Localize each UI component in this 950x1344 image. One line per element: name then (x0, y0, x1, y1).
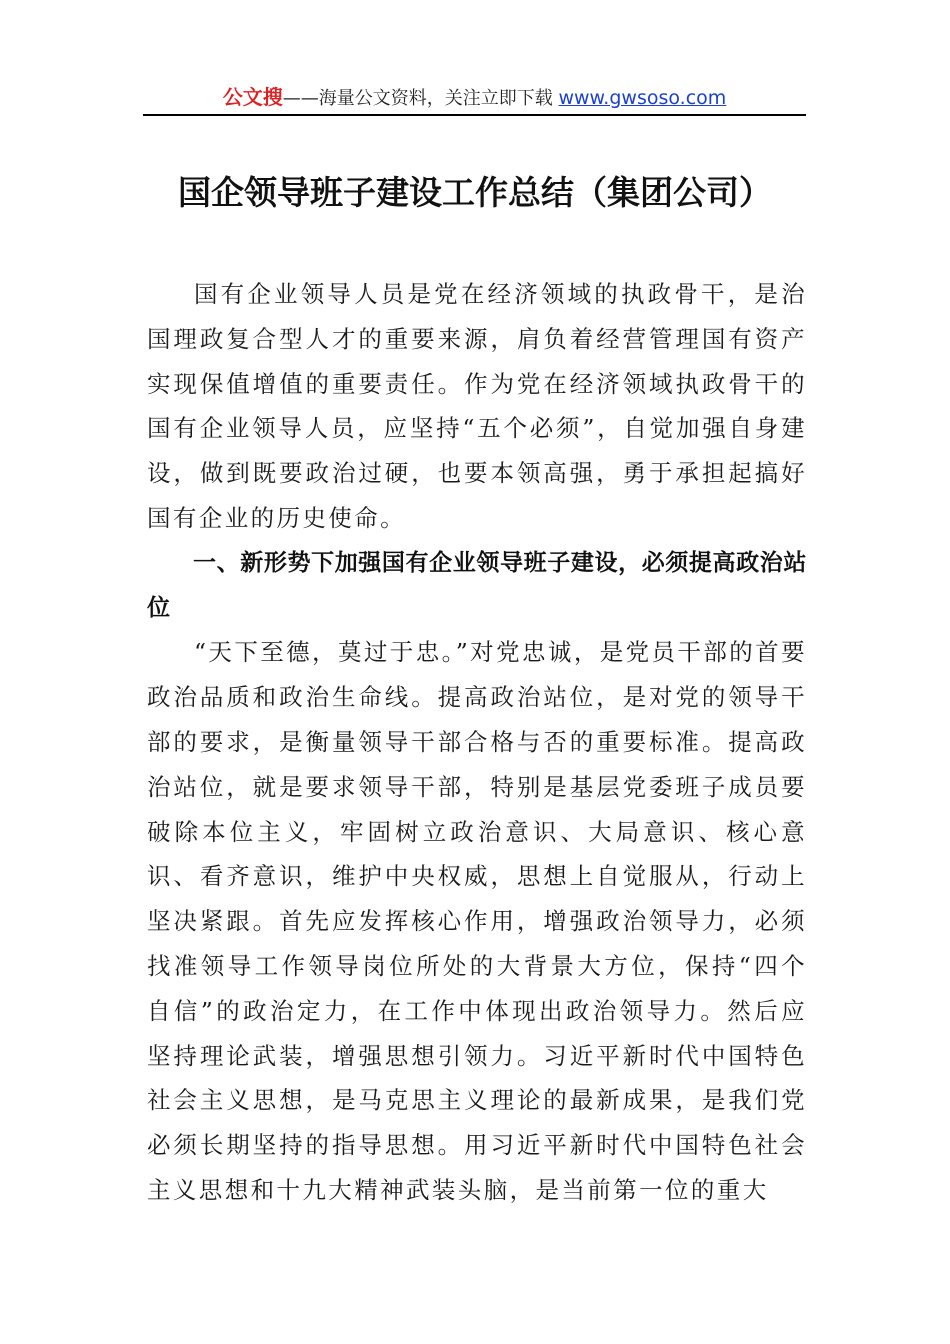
intro-paragraph: 国有企业领导人员是党在经济领域的执政骨干，是治国理政复合型人才的重要来源，肩负着经营管理国有资产实现保值增值的重要责任。作为党在经济领域执政骨干的国有企业领导人员，应坚持“五个必须”，自觉加强自身建设，做到既要政治过硬，也要本领高强，勇于承担起搞好国有企业的历史使命。 (147, 280, 807, 532)
brand-logo-text: 公文搜 (222, 85, 283, 109)
site-link[interactable]: www.gwsoso.com (558, 87, 727, 109)
section-paragraph: “天下至德，莫过于忠。”对党忠诚，是党员干部的首要政治品质和政治生命线。提高政治站位，是对党的领导干部的要求，是衡量领导干部合格与否的重要标准。提高政治站位，就是要求领导干部，特别是基层党委班子成员要破除本位主义，牢固树立政治意识、大局意识、核心意识、看齐意识，维护中央权威，思想上自觉服从，行动上坚决紧跟。首先应发挥核心作用，增强政治领导力，必须找准领导工作领导岗位所处的大背景大方位，保持“四个自信”的政治定力，在工作中体现出政治领导力。然后应坚持理论武装，增强思想引领力。习近平新时代中国特色社会主义思想，是马克思主义理论的最新成果，是我们党必须长期坚持的指导思想。用习近平新时代中国特色社会主义思想和十九大精神武装头脑，是当前第一位的重大 (147, 638, 807, 1204)
document-title: 国企领导班子建设工作总结（集团公司） (178, 173, 772, 212)
section-heading: 一、新形势下加强国有企业领导班子建设，必须提高政治站位 (147, 549, 807, 621)
header-tagline: ——海量公文资料，关注立即下载 (282, 88, 553, 109)
document-body (147, 272, 807, 1213)
page-header (143, 84, 806, 114)
header-divider (143, 114, 806, 116)
